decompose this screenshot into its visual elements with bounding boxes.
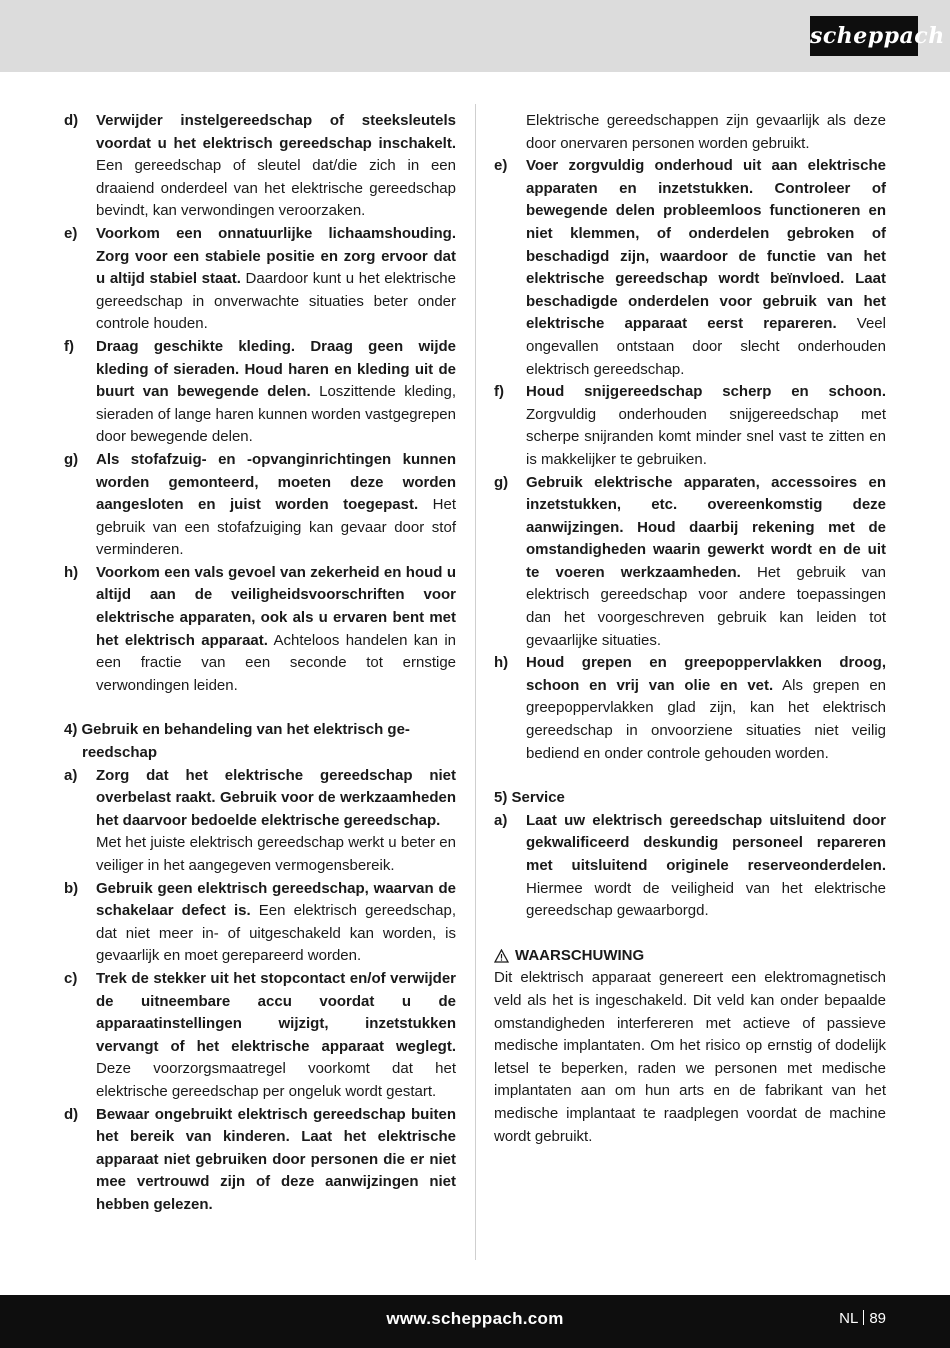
item-continuation-text: Met het juiste elektrisch gereedschap werkt u beter en veiliger in het aangegeven vermogensbereik. <box>96 834 456 874</box>
list-item-f <box>494 381 886 471</box>
item-label: d) <box>64 112 79 129</box>
list-item-d2 <box>64 1104 456 1217</box>
item-bold-text: Bewaar ongebruikt elektrisch gereedschap buiten het bereik van kinderen. Laat het elektrische apparaat niet gebruiken door personen die er niet mee vertrouwd zijn of deze aanwijzingen niet hebben gelezen. <box>96 1105 456 1213</box>
item-text <box>96 336 456 449</box>
section-title-line: reedschap <box>82 744 158 762</box>
item-continuation-text: Elektrische gereedschappen zijn gevaarlijk als deze door onervaren personen worden gebruikt. <box>526 112 886 152</box>
item-text <box>96 449 456 562</box>
item-text <box>526 381 886 471</box>
list-item-g <box>64 449 456 562</box>
item-label: h) <box>494 654 509 672</box>
item-label: b) <box>64 879 79 897</box>
page-number <box>839 1295 886 1343</box>
item-label: e) <box>64 224 78 242</box>
section-title-line: 4) Gebruik en behandeling van het elektrisch ge- <box>64 721 410 739</box>
item-label: g) <box>64 450 79 468</box>
item-normal-text: Een gereedschap of sleutel dat/die zich in een draaiend onderdeel van het elektrische gereedschap bevindt, kan verwondingen veroorzaken. <box>96 157 456 220</box>
item-label: c) <box>64 969 78 987</box>
right-column <box>494 110 886 1148</box>
language-code: NL <box>839 1310 859 1327</box>
item-bold-text: Verwijder instelgereedschap of steeksleutels voordat u het elektrisch gereedschap inschakelt. <box>96 112 456 152</box>
item-label: e) <box>494 157 508 175</box>
item-bold-text: Gebruik elektrische apparaten, accessoires en inzetstukken, etc. overeenkomstig deze aanwijzingen. Houd daarbij rekening met de omstandigheden waarin gewerkt wordt en de uit te voeren werkzaamheden. <box>526 473 886 581</box>
item-normal-text: Een elektrisch gereedschap, dat niet meer in- of uitgeschakeld kan worden, is gevaarlijk en moet gerepareerd worden. <box>96 902 456 965</box>
list-item-f <box>64 336 456 449</box>
item-bold-text: Voorkom een onnatuurlijke lichaamshouding. Zorg voor een stabiele positie en zorg ervoor dat u altijd stabiel staat. <box>96 224 456 288</box>
item-bold-text: Voorkom een vals gevoel van zekerheid en houd u altijd aan de veiligheidsvoorschriften voor elektrische apparaten, ook als u ervaren bent met het elektrisch apparaat. <box>96 563 456 649</box>
warning-triangle-icon <box>494 949 509 963</box>
item-text <box>526 155 886 381</box>
item-normal-text: Zorgvuldig onderhouden snijgereedschap met scherpe snijranden komt minder snel vast te zitten en is makkelijker te gebruiken. <box>526 405 886 468</box>
scheppach-logo: scheppach <box>810 16 918 56</box>
item-bold-text: Laat uw elektrisch gereedschap uitsluitend door gekwalificeerd deskundig personeel repareren met uitsluitend originele reserveonderdelen. <box>526 811 886 874</box>
item-bold-text: Voer zorgvuldig onderhoud uit aan elektrische apparaten en inzetstukken. Controleer of bewegende delen probleemloos functioneren en niet klemmen, of onderdelen gebroken of beschadigd zijn, waardoor de functie van het elektrische gereedschap wordt beïnvloed. Laat beschadigde onderdelen voor gebruik van het elektrische apparaat eerst repareren. <box>526 157 886 333</box>
list-item-a <box>494 810 886 923</box>
list-item-h <box>64 562 456 698</box>
section-5-title: 5) Service <box>494 789 565 807</box>
item-text <box>96 878 456 968</box>
warning-text: Dit elektrisch apparaat genereert een elektromagnetisch veld als het is ingeschakeld. Dit veld kan onder bepaalde omstandigheden interfereren met actieve of passieve medische implantaten. Om het risico op ernstig of dodelijk letsel te beperken, raden we personen met medische implantaten aan om hun arts en de fabrikant van het medische implantaat te raadplegen voordat de machine wordt gebruikt. <box>494 969 886 1145</box>
item-label: h) <box>64 563 79 581</box>
item-text <box>96 110 456 223</box>
item-normal-text: Hiermee wordt de veiligheid van het elektrische gereedschap gewaarborgd. <box>526 879 886 920</box>
item-text <box>526 652 886 765</box>
list-item-h <box>494 652 886 765</box>
item-bold-text: Gebruik geen elektrisch gereedschap, waarvan de schakelaar defect is. <box>96 879 456 920</box>
list-item-e <box>494 155 886 381</box>
item-normal-text: Daardoor kunt u het elektrische gereedschap in onverwachte situaties beter onder controle houden. <box>96 270 456 333</box>
item-normal-text: Deze voorzorgsmaatregel voorkomt dat het elektrische gereedschap per ongeluk wordt gestart. <box>96 1060 456 1100</box>
warning-heading <box>494 945 886 968</box>
item-bold-text: Als stofafzuig- en -opvanginrichtingen kunnen worden gemonteerd, moeten deze worden aangesloten en juist worden toegepast. <box>96 450 456 514</box>
item-normal-text: Achteloos handelen kan in een fractie van een seconde tot ernstige verwondingen leiden. <box>96 631 456 694</box>
list-item-d <box>64 110 456 223</box>
item-label: a) <box>64 766 78 784</box>
item-normal-text: Loszittende kleding, sieraden of lange haren kunnen worden vastgegrepen door bewegende delen. <box>96 383 456 446</box>
item-label: d) <box>64 1105 79 1123</box>
item-text <box>96 968 456 1104</box>
list-item-g <box>494 472 886 653</box>
item-text <box>526 472 886 653</box>
item-text <box>526 810 886 923</box>
item-label: g) <box>494 473 509 491</box>
item-bold-text: Houd grepen en greepoppervlakken droog, schoon en vrij van olie en vet. <box>526 654 886 694</box>
item-text <box>96 562 456 698</box>
page-number-value: 89 <box>869 1310 886 1327</box>
item-normal-text: Het gebruik van een stofafzuiging kan gevaar door stof verminderen. <box>96 496 457 559</box>
item-bold-text: Draag geschikte kleding. Draag geen wijde kleding of sieraden. Houd haren en kleding uit de buurt van bewegende delen. <box>96 337 456 401</box>
page-footer <box>0 1295 950 1348</box>
list-item-e <box>64 223 456 336</box>
item-text <box>96 223 456 336</box>
item-bold-text: Houd snijgereedschap scherp en schoon. <box>526 383 886 401</box>
left-column <box>64 110 456 1217</box>
item-bold-text: Trek de stekker uit het stopcontact en/of verwijder de uitneembare accu voordat u de apparaatinstellingen wijzigt, inzetstukken vervangt of het elektrische apparaat weglegt. <box>96 969 456 1055</box>
item-normal-text: Als grepen en greepoppervlakken glad zijn, kan het elektrisch gereedschap in onvoorziene situaties niet veilig bediend en onder controle gehouden worden. <box>526 676 887 762</box>
website-link[interactable]: www.scheppach.com <box>386 1309 564 1328</box>
column-divider <box>475 104 476 1260</box>
list-item-b <box>64 878 456 968</box>
item-normal-text: Veel ongevallen ontstaan door slecht onderhouden elektrisch gereedschap. <box>526 315 886 378</box>
list-item-c <box>64 968 456 1104</box>
list-item-a <box>64 765 456 833</box>
item-normal-text: Het gebruik van elektrisch gereedschap voor andere toepassingen dan het voorgeschreven gebruik kan leiden tot gevaarlijke situaties. <box>526 563 886 649</box>
warning-title: WAARSCHUWING <box>515 946 645 964</box>
item-label: f) <box>64 337 74 355</box>
page-separator <box>863 1310 864 1325</box>
page-header <box>0 0 950 72</box>
item-label: a) <box>494 811 508 829</box>
item-bold-text: Zorg dat het elektrische gereedschap niet overbelast raakt. Gebruik voor de werkzaamheden het daarvoor bedoelde elektrische gereedschap. <box>96 766 456 829</box>
item-label: f) <box>494 383 504 401</box>
section-4-title <box>64 719 456 764</box>
